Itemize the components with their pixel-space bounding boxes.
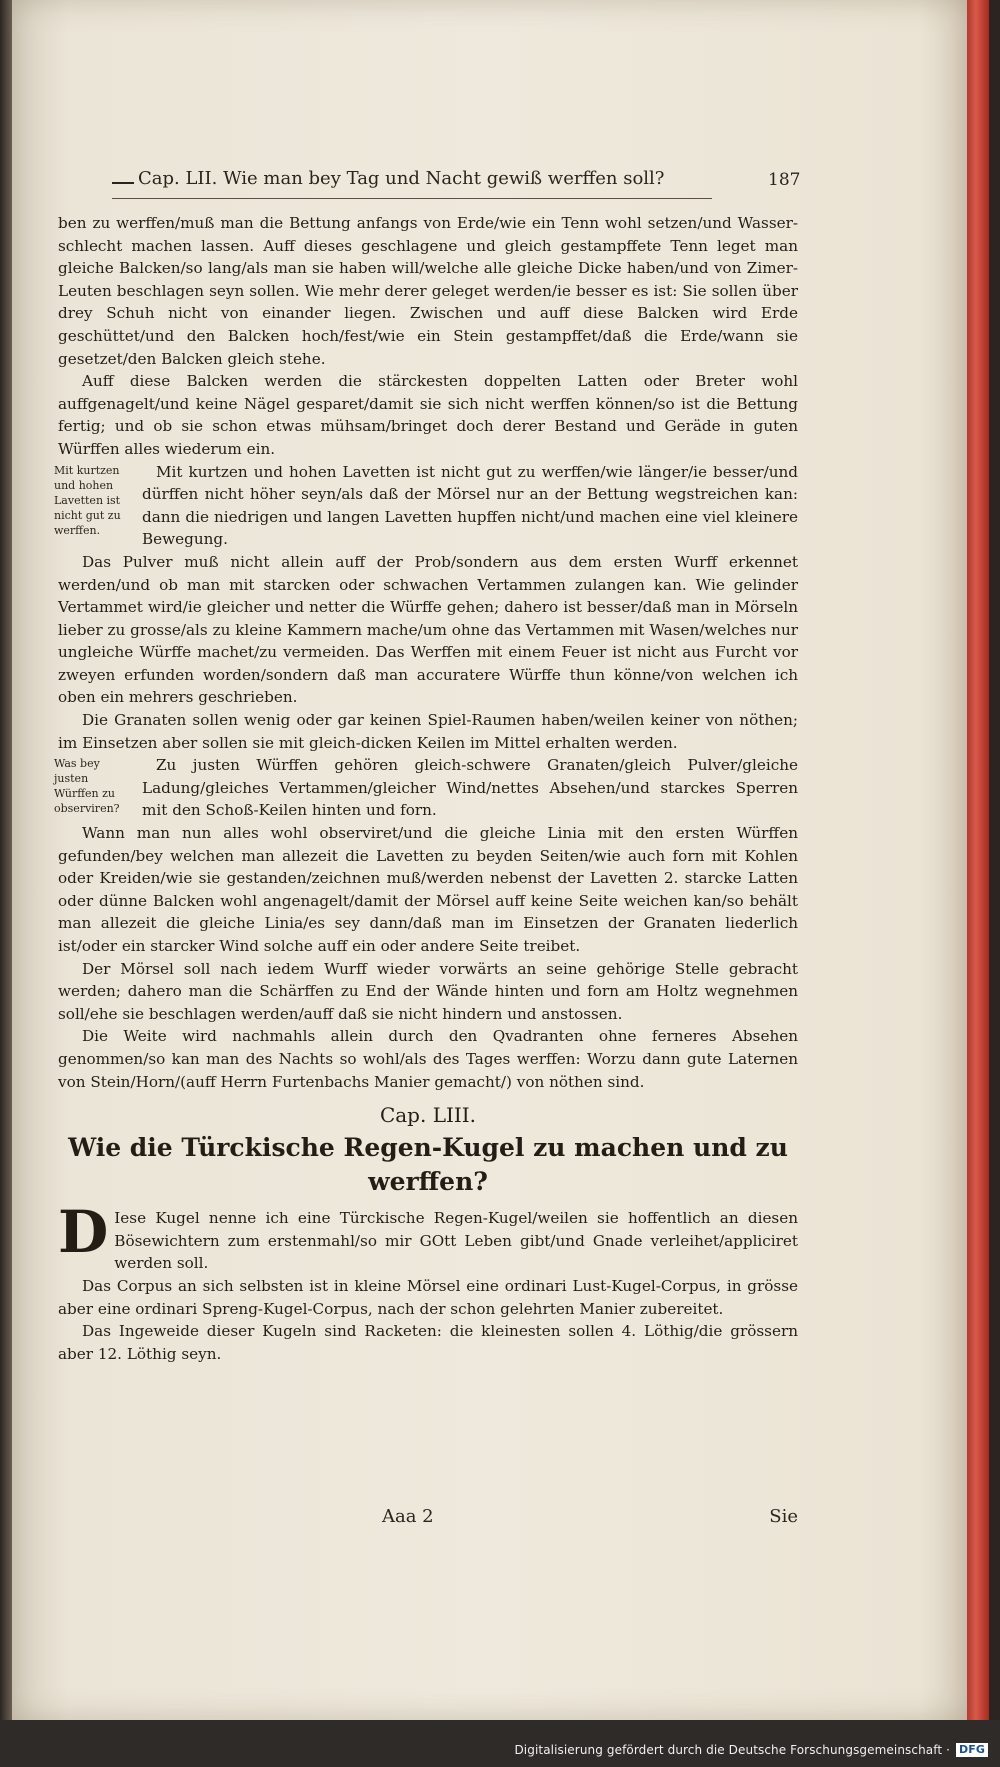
header-dash: [112, 182, 134, 184]
running-title: Cap. LII. Wie man bey Tag und Nacht gewiß werffen soll?: [138, 168, 665, 189]
paragraph: Auff diese Balcken werden die stärckesten doppelten Latten oder Breter wohl auffgenagelt/und keine Nägel gesparet/damit sie sich nicht werffen können/so ist die Bettung fertig; und ob sie schon etwas mühsam/bringet doch derer Bestand und Geräde in guten Würffen alles wiederum ein.: [58, 372, 798, 458]
margin-note: Was bey justen Würffen zu observiren?: [54, 757, 120, 816]
paragraph: Die Weite wird nachmahls allein durch den Qvadranten ohne ferneres Absehen genommen/so kan man des Nachts so wohl/als des Tages werffen: Worzu dann gute Laternen von Stein/Horn/(auff Herrn Furtenbachs Manier gemacht/) von nöthen sind.: [58, 1027, 798, 1091]
page-paper: [12, 0, 967, 1720]
body-text: [54, 212, 798, 1365]
paragraph: Das Pulver muß nicht allein auff der Prob/sondern aus dem ersten Wurff erkennet werden/und ob man mit starcken oder schwachen Vertammen zulangen kan. Wie gelinder Vertammet wird/ie gleicher und netter die Würffe gehen; dahero ist besser/daß man in Mörseln lieber zu grosse/als zu kleine Kammern mache/um ohne das Vertammen mit Wasen/welches nur ungleiche Würffe machet/zu vermeiden. Das Werffen mit einem Feuer ist nicht aus Furcht vor zweyen erfunden worden/sondern daß man accuratere Würffe thun könne/von welchen ich oben ein mehrers geschrieben.: [58, 552, 798, 707]
page-footer: [58, 1506, 798, 1536]
paragraph: Iese Kugel nenne ich eine Türckische Regen-Kugel/weilen sie hoffentlich an diesen Bösewichtern zum erstenmahl/so mir GOtt Leben gibt/und Gnade verleihet/appliciret werden soll.: [114, 1209, 798, 1273]
digitization-credit: [514, 1743, 988, 1757]
signature-mark: Aaa 2: [382, 1506, 434, 1527]
paragraph-with-margin-note: [54, 461, 798, 551]
running-header: [112, 168, 802, 198]
paragraph-with-margin-note: [54, 754, 798, 822]
paragraph: Zu justen Würffen gehören gleich-schwere Granaten/gleich Pulver/gleiche Ladung/gleiches Vertammen/gleicher Wind/nettes Absehen/und starckes Sperren mit den Schoß-Keilen hinten und forn.: [142, 756, 798, 820]
book-gutter-left: [0, 0, 12, 1720]
book-edge-right: [989, 0, 1000, 1720]
red-page-edge: [967, 0, 989, 1720]
catchword: Sie: [769, 1506, 798, 1527]
paragraph: Das Ingeweide dieser Kugeln sind Racketen: die kleinesten sollen 4. Löthig/die grössern aber 12. Löthig seyn.: [58, 1322, 798, 1363]
chapter-number: Cap. LIII.: [379, 1103, 477, 1128]
page-number: 187: [768, 170, 801, 190]
paragraph: Mit kurtzen und hohen Lavetten ist nicht gut zu werffen/wie länger/ie besser/und dürffen nicht höher seyn/als daß der Mörsel nur an der Bettung wegstreichen kan: dann die niedrigen und langen Lavetten hupffen nicht/und machen eine viel kleinere Bewegung.: [142, 462, 798, 549]
margin-note: Mit kurtzen und hohen Lavetten ist nicht gut zu werffen.: [54, 463, 121, 537]
paragraph: Das Corpus an sich selbsten ist in kleine Mörsel eine ordinari Lust-Kugel-Corpus, in grösse aber eine ordinari Spreng-Kugel-Corpus, nach der schon gelehrten Manier zubereitet.: [58, 1276, 798, 1318]
dfg-logo: DFG: [956, 1743, 988, 1757]
paragraph: Die Granaten sollen wenig oder gar keinen Spiel-Raumen haben/weilen keiner von nöthen; im Einsetzen aber sollen sie mit gleich-dicken Keilen im Mittel erhalten werden.: [58, 711, 798, 752]
chapter-opening: [58, 1198, 798, 1275]
paragraph: ben zu werffen/muß man die Bettung anfangs von Erde/wie ein Tenn wohl setzen/und Wasser-schlecht machen lassen. Auff dieses geschlagene und gleich gestampffete Tenn leget man gleiche Balcken/so lang/als man sie haben will/welche alle gleiche Dicke haben/und von Zimer-Leuten beschlagen seyn sollen. Wie mehr derer geleget werden/ie besser es ist: Sie sollen über drey Schuh nicht von einander liegen. Zwischen und auff diese Balcken wird Erde geschüttet/und den Balcken hoch/fest/wie ein Stein gestampffet/daß die Erde/wann sie gesetzet/den Balcken gleich stehe.: [58, 214, 798, 368]
drop-capital: D: [58, 1198, 109, 1267]
header-divider: [112, 198, 712, 199]
chapter-title: Wie die Türckische Regen-Kugel zu machen und zu werffen?: [68, 1133, 788, 1197]
paragraph: Der Mörsel soll nach iedem Wurff wieder vorwärts an seine gehörige Stelle gebracht werden; dahero man die Schärffen zu End der Wände hinten und forn am Holtz wegnehmen soll/ehe sie beschlagen werden/auff daß sie nicht hindern und anstossen.: [58, 959, 798, 1023]
credit-text: Digitalisierung gefördert durch die Deutsche Forschungsgemeinschaft ·: [514, 1743, 951, 1757]
paragraph: Wann man nun alles wohl observiret/und die gleiche Linia mit den ersten Würffen gefunden/bey welchen man allezeit die Lavetten zu beyden Seiten/wie auch forn mit Kohlen oder Kreiden/wie sie gestanden/zeichnen muß/werden nebenst der Lavetten 2. starcke Latten oder dünne Balcken wohl angenagelt/damit der Mörsel auff keine Seite weichen kan/so behält man allezeit die gleiche Linia/es sey dann/daß man im Einsetzen der Granaten liederlich ist/oder ein starcker Wind solche auff ein oder andere Seite treibet.: [58, 824, 798, 955]
